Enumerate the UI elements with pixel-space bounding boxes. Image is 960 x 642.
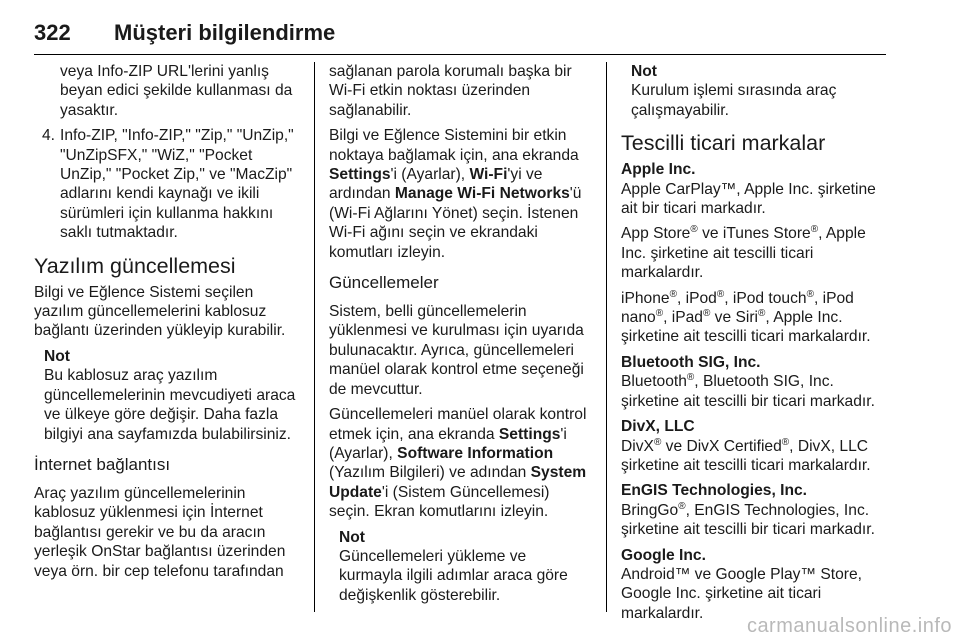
column-3 (621, 62, 891, 629)
list-number: 4. (42, 127, 56, 145)
continued-paragraph: sağlanan parola korumalı başka bir Wi-Fi etkin noktası üzerinden sağlanabilir. (329, 63, 572, 119)
list-text: Info-ZIP, "Info-ZIP," "Zip," "UnZip," "UnZipSFX," "WiZ," "Pocket UnZip," "Pocket Zip," ve "MacZip" adlarını kendi kaynağı ve ikili sürümleri için kullanma hakkını saklı tutmaktadır. (60, 127, 294, 242)
trademark-owner-divx: DivX, LLC (621, 418, 695, 436)
paragraph: Bilgi ve Eğlence Sistemi seçilen yazılım güncellemelerini kablosuz bağlantı üzerinden yükleyip kurabilir. (34, 283, 286, 340)
section-heading-trademarks: Tescilli ticari markalar (621, 131, 826, 156)
note-box (34, 347, 302, 444)
column-1 (34, 62, 302, 587)
note-label: Not (631, 63, 657, 80)
software-info-term: Software Information (397, 444, 554, 462)
page-header (34, 14, 886, 55)
paragraph: Sistem, belli güncellemelerin yüklenmesi ve kurulması için uyarıda bulunacaktır. Ayrıca, güncellemeleri manüel olarak kontrol etme seçeneği de mevcuttur. (329, 303, 584, 398)
trademark-owner-google: Google Inc. (621, 546, 706, 564)
paragraph: iPhone®, iPod®, iPod touch®, iPod nano®, iPad® ve Siri®, Apple Inc. şirketine ait tescilli ticari markalardır. (621, 288, 871, 346)
subheading-internet: İnternet bağlantısı (34, 454, 171, 474)
note-text: Kurulum işlemi sırasında araç çalışmayabilir. (631, 82, 837, 119)
settings-term: Settings (498, 425, 561, 443)
system-update-term: System Update (329, 464, 587, 501)
note-box (621, 62, 891, 120)
note-label: Not (44, 347, 70, 365)
paragraph-hotspot: Bilgi ve Eğlence Sistemini bir etkin noktaya bağlamak için, ana ekranda Settings'i (Ayarlar), Wi-Fi'yi ve ardından Manage Wi-Fi Networks'ü (Wi-Fi Ağlarını Yönet) seçin. İstenen Wi-Fi ağını seçin ve ekrandaki komutları izleyin. (329, 127, 582, 261)
paragraph: Apple CarPlay™, Apple Inc. şirketine ait bir ticari markadır. (621, 180, 876, 218)
paragraph: DivX® ve DivX Certified®, DivX, LLC şirketine ait tescilli ticari markalardır. (621, 436, 871, 474)
note-text: Bu kablosuz araç yazılım güncellemelerinin mevcudiyeti araca ve ülkeye göre değişir. Daha fazla bilgiyi ana sayfamızda bulabilirsiniz. (44, 367, 296, 443)
paragraph: BringGo®, EnGIS Technologies, Inc. şirketine ait tescilli bir ticari markadır. (621, 500, 875, 539)
continued-paragraph: veya Info-ZIP URL'lerini yanlış beyan edici şekilde kullanması da yasaktır. (60, 63, 293, 119)
paragraph-manual-check: Güncellemeleri manüel olarak kontrol etmek için, ana ekranda Settings'i (Ayarlar), Software Information (Yazılım Bilgileri) ve adından System Update'i (Sistem Güncellemesi) seçin. Ekran komutlarını izleyin. (329, 406, 587, 521)
page-number: 322 (34, 20, 71, 45)
trademark-owner-apple: Apple Inc. (621, 161, 696, 179)
paragraph: Android™ ve Google Play™ Store, Google Inc. şirketine ait ticari markalardır. (621, 565, 862, 622)
paragraph: Bluetooth®, Bluetooth SIG, Inc. şirketine ait tescilli bir ticari markadır. (621, 372, 875, 410)
subheading-updates: Güncellemeler (329, 273, 439, 293)
settings-term: Settings (329, 166, 391, 184)
list-item (34, 126, 302, 242)
column-divider (606, 62, 607, 612)
trademark-owner-engis: EnGIS Technologies, Inc. (621, 482, 807, 500)
watermark: carmanualsonline.info (746, 615, 952, 637)
note-label: Not (339, 528, 365, 546)
wifi-term: Wi-Fi (469, 166, 508, 184)
note-box (329, 528, 593, 606)
column-2 (329, 62, 593, 611)
paragraph: Araç yazılım güncellemelerinin kablosuz yüklenmesi için İnternet bağlantısı gerekir ve bu da aracın yerleşik OnStar bağlantısı üzerinden veya örn. bir cep telefonu tarafından (34, 484, 286, 580)
page-title: Müşteri bilgilendirme (114, 20, 336, 45)
paragraph: App Store® ve iTunes Store®, Apple Inc. şirketine ait tescilli ticari markalardır. (621, 224, 866, 282)
note-text: Güncellemeleri yükleme ve kurmayla ilgili adımlar araca göre değişkenlik gösterebilir. (339, 547, 568, 604)
column-divider (314, 62, 315, 612)
trademark-owner-bluetooth: Bluetooth SIG, Inc. (621, 353, 761, 371)
section-heading-software-update: Yazılım güncellemesi (34, 253, 236, 278)
manage-wifi-term: Manage Wi-Fi Networks (394, 185, 570, 203)
